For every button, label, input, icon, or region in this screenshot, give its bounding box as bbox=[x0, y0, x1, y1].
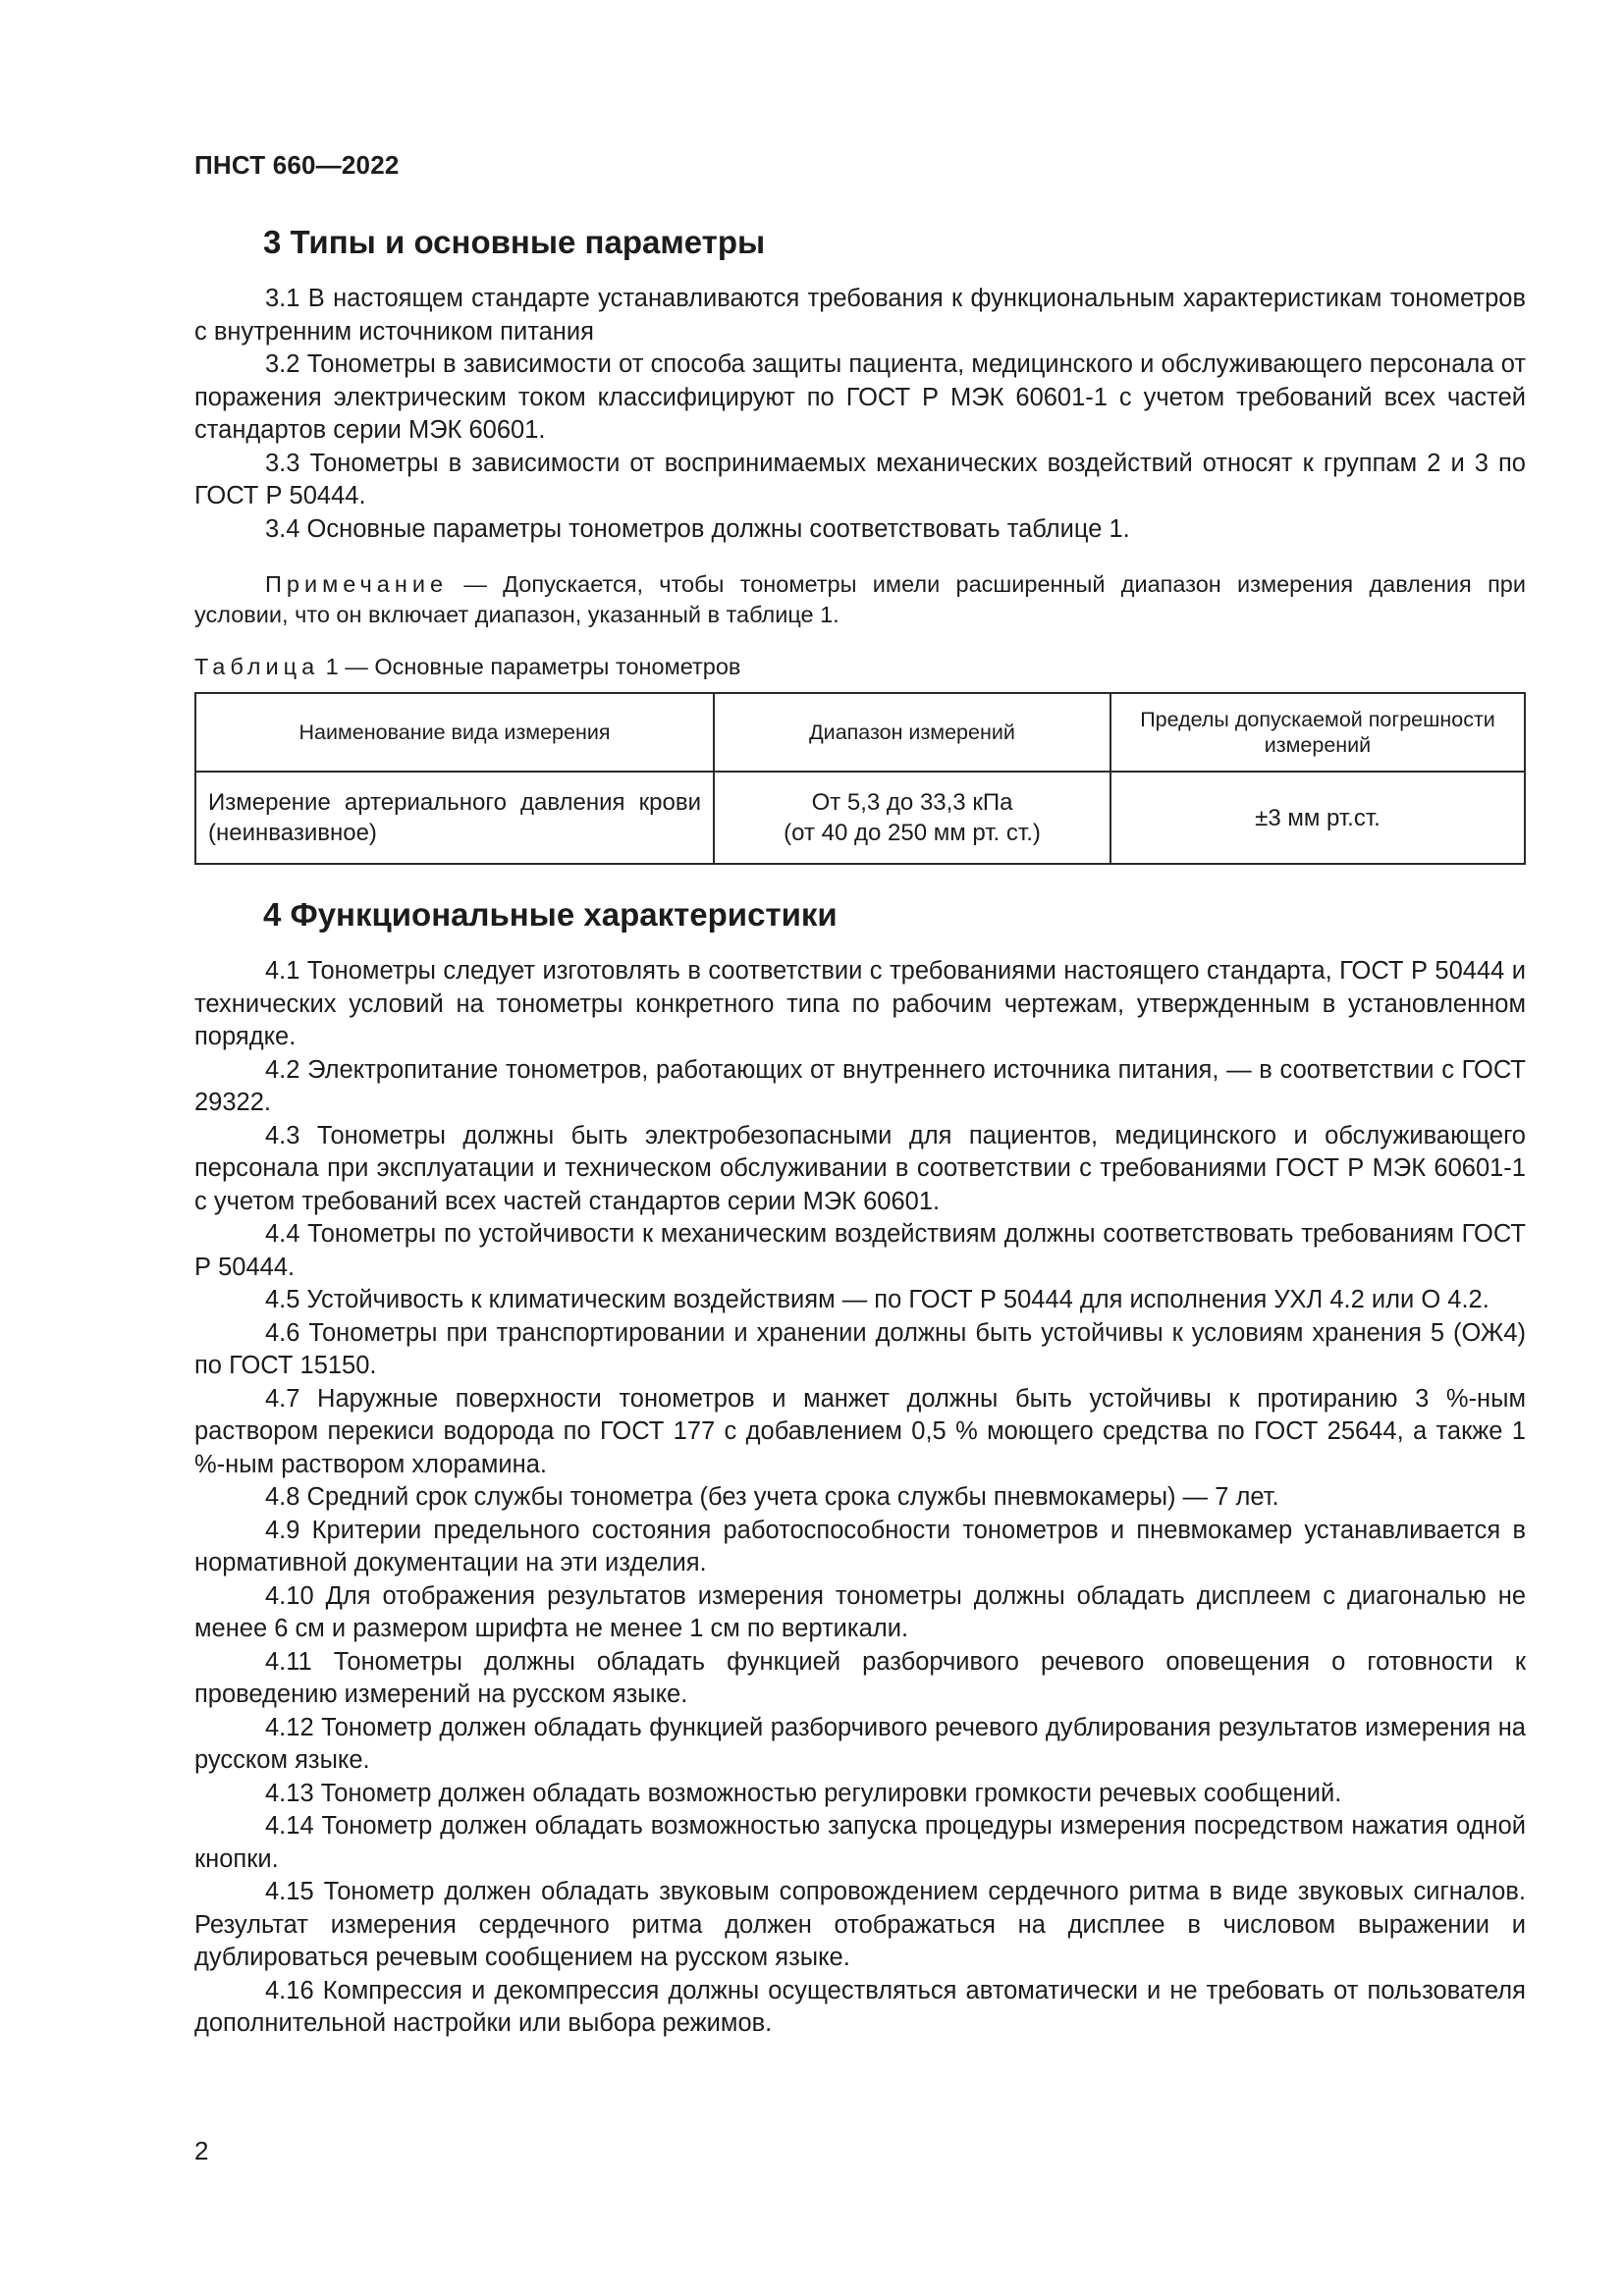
section-3-body bbox=[194, 283, 1526, 546]
document-code: ПНСТ 660—2022 bbox=[194, 150, 400, 180]
note-text: — Допускается, чтобы тонометры имели расширенный диапазон измерения давления при условии, что он включает диапазон, указанный в таблице 1. bbox=[194, 571, 1526, 627]
clause-4-1: 4.1 Тонометры следует изготовлять в соответствии с требованиями настоящего стандарта, ГОСТ Р 50444 и технических условий на тонометры конкретного типа по рабочим чертежам, утвержденным в установленном порядке. bbox=[194, 957, 1526, 1050]
clause-4-7: 4.7 Наружные поверхности тонометров и манжет должны быть устойчивы к протиранию 3 %-ным раствором перекиси водорода по ГОСТ 177 с добавлением 0,5 % моющего средства по ГОСТ 25644, а также 1 %-ным раствором хлорамина. bbox=[194, 1384, 1526, 1478]
header-measurement-range: Диапазон измерений bbox=[714, 693, 1110, 772]
page-number: 2 bbox=[194, 2136, 209, 2165]
table-header-row bbox=[195, 693, 1525, 772]
range-kpa: От 5,3 до 33,3 кПа bbox=[811, 789, 1013, 816]
clause-4-4: 4.4 Тонометры по устойчивости к механическим воздействиям должны соответствовать требованиям ГОСТ Р 50444. bbox=[194, 1220, 1526, 1281]
clause-4-16: 4.16 Компрессия и декомпрессия должны осуществляться автоматически и не требовать от пользователя дополнительной настройки или выбора режимов. bbox=[194, 1976, 1526, 2037]
clause-4-6: 4.6 Тонометры при транспортировании и хранении должны быть устойчивы к условиям хранения 5 (ОЖ4) по ГОСТ 15150. bbox=[194, 1318, 1526, 1379]
table-caption-text: 1 — Основные параметры тонометров bbox=[319, 654, 741, 679]
note-label: Примечание bbox=[265, 571, 449, 597]
cell-error-limits: ±3 мм рт.ст. bbox=[1110, 772, 1525, 864]
parameters-table bbox=[194, 692, 1526, 865]
clause-3-2: 3.2 Тонометры в зависимости от способа защиты пациента, медицинского и обслуживающего персонала от поражения электрическим током классифицируют по ГОСТ Р МЭК 60601-1 с учетом требований всех частей стандартов серии МЭК 60601. bbox=[194, 350, 1526, 444]
section-3-title: 3 Типы и основные параметры bbox=[263, 224, 766, 260]
header-measurement-type: Наименование вида измерения bbox=[195, 693, 714, 772]
clause-4-14: 4.14 Тонометр должен обладать возможностью запуска процедуры измерения посредством нажатия одной кнопки. bbox=[194, 1812, 1526, 1873]
clause-4-10: 4.10 Для отображения результатов измерения тонометры должны обладать дисплеем с диагональю не менее 6 см и размером шрифта не менее 1 см по вертикали. bbox=[194, 1581, 1526, 1642]
clause-3-4: 3.4 Основные параметры тонометров должны соответствовать таблице 1. bbox=[265, 514, 1130, 543]
clause-4-13: 4.13 Тонометр должен обладать возможностью регулировки громкости речевых сообщений. bbox=[265, 1779, 1342, 1807]
clause-3-3: 3.3 Тонометры в зависимости от воспринимаемых механических воздействий относят к группам 2 и 3 по ГОСТ Р 50444. bbox=[194, 449, 1526, 509]
cell-measurement-type: Измерение артериального давления крови (неинвазивное) bbox=[195, 772, 714, 864]
clause-4-12: 4.12 Тонометр должен обладать функцией разборчивого речевого дублирования результатов измерения на русском языке. bbox=[194, 1713, 1526, 1774]
table-caption-label: Таблица bbox=[194, 654, 320, 679]
table-row bbox=[195, 772, 1525, 864]
header-error-limits: Пределы допускаемой погрешности измерений bbox=[1110, 693, 1525, 772]
clause-4-11: 4.11 Тонометры должны обладать функцией разборчивого речевого оповещения о готовности к проведению измерений на русском языке. bbox=[194, 1647, 1526, 1708]
clause-4-5: 4.5 Устойчивость к климатическим воздействиям — по ГОСТ Р 50444 для исполнения УХЛ 4.2 или О 4.2. bbox=[265, 1286, 1489, 1313]
clause-4-3: 4.3 Тонометры должны быть электробезопасными для пациентов, медицинского и обслуживающего персонала при эксплуатации и техническом обслуживании в соответствии с требованиями ГОСТ Р МЭК 60601-1 с учетом требований всех частей стандартов серии МЭК 60601. bbox=[194, 1121, 1526, 1215]
clause-4-15: 4.15 Тонометр должен обладать звуковым сопровождением сердечного ритма в виде звуковых сигналов. Результат измерения сердечного ритма должен отображаться на дисплее в числовом выражении и дублироваться речевым сообщением на русском языке. bbox=[194, 1878, 1526, 1971]
cell-measurement-range bbox=[714, 772, 1110, 864]
range-mmhg: (от 40 до 250 мм рт. ст.) bbox=[784, 820, 1041, 846]
clause-4-9: 4.9 Критерии предельного состояния работоспособности тонометров и пневмокамер устанавливается в нормативной документации на эти изделия. bbox=[194, 1516, 1526, 1576]
clause-4-8: 4.8 Средний срок службы тонометра (без учета срока службы пневмокамеры) — 7 лет. bbox=[265, 1483, 1279, 1511]
section-4-title: 4 Функциональные характеристики bbox=[263, 896, 838, 933]
table-caption bbox=[194, 654, 740, 680]
clause-3-1: 3.1 В настоящем стандарте устанавливаются требования к функциональным характеристикам тонометров с внутренним источником питания bbox=[194, 285, 1526, 346]
clause-4-2: 4.2 Электропитание тонометров, работающих от внутреннего источника питания, — в соответствии с ГОСТ 29322. bbox=[194, 1055, 1526, 1116]
note bbox=[194, 569, 1526, 630]
section-4-body bbox=[194, 955, 1526, 2041]
